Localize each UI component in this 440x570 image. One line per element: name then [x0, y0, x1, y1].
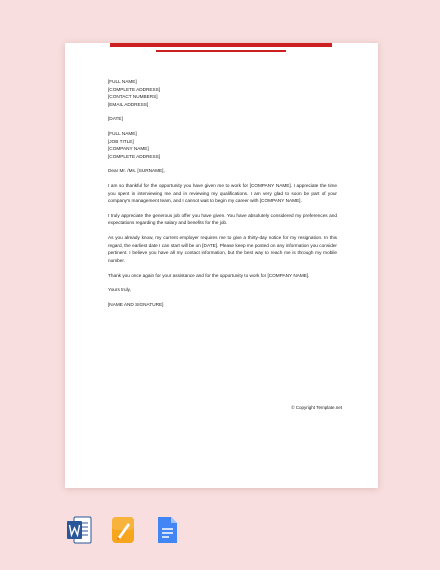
salutation: Dear Mr. /Ms. [SURNAME],	[108, 168, 165, 174]
recipient-address: [COMPLETE ADDRESS]	[108, 153, 161, 159]
google-docs-icon[interactable]	[154, 515, 180, 545]
sender-contact: [CONTACT NUMBERS]	[108, 94, 158, 99]
letter-body	[108, 78, 337, 309]
sender-email: [EMAIL ADDRESS]	[108, 101, 149, 107]
word-icon[interactable]	[66, 515, 92, 545]
letter-page	[65, 43, 378, 488]
closing: Yours truly,	[108, 287, 131, 293]
paragraph: As you already know, my current employer requires me to give a thirty-day notice for my resignation. In this regard, the earliest date I can start will be on [DATE]. Please keep me posted on any information you consider pertinent. I believe you have all my contact information, but the best way to reach me is through my mobile number.	[108, 235, 337, 263]
paragraph: Thank you once again for your assistance and for the opportunity to work for [COMPANY NAME].	[108, 272, 310, 278]
paragraph: I truly appreciate the generous job offer you have given. You have absolutely considered my preferences and expectations regarding the salary and benefits for the job.	[108, 212, 337, 226]
header-bar-thin	[156, 50, 286, 52]
recipient-company: [COMPANY NAME]	[108, 146, 149, 152]
header-bar	[110, 43, 332, 47]
format-icons	[66, 515, 180, 545]
sender-address: [COMPLETE ADDRESS]	[108, 86, 161, 92]
sender-name: [FULL NAME]	[108, 79, 137, 84]
letter-date: [DATE]	[108, 116, 123, 122]
paragraph: I am so thankful for the opportunity you have given me to work for [COMPANY NAME]. I appreciate the time you spent in interviewing me and in reviewing my qualifications. I am very glad to soon be part of your company's management team, and I cannot wait to begin my career with [COMPANY NAME].	[108, 183, 337, 204]
recipient-title: [JOB TITLE]	[108, 138, 134, 144]
recipient-name: [FULL NAME]	[108, 131, 137, 137]
copyright-footer: © Copyright Template.net	[291, 405, 342, 410]
signature: [NAME AND SIGNATURE]	[108, 302, 164, 308]
pages-icon[interactable]	[110, 515, 136, 545]
